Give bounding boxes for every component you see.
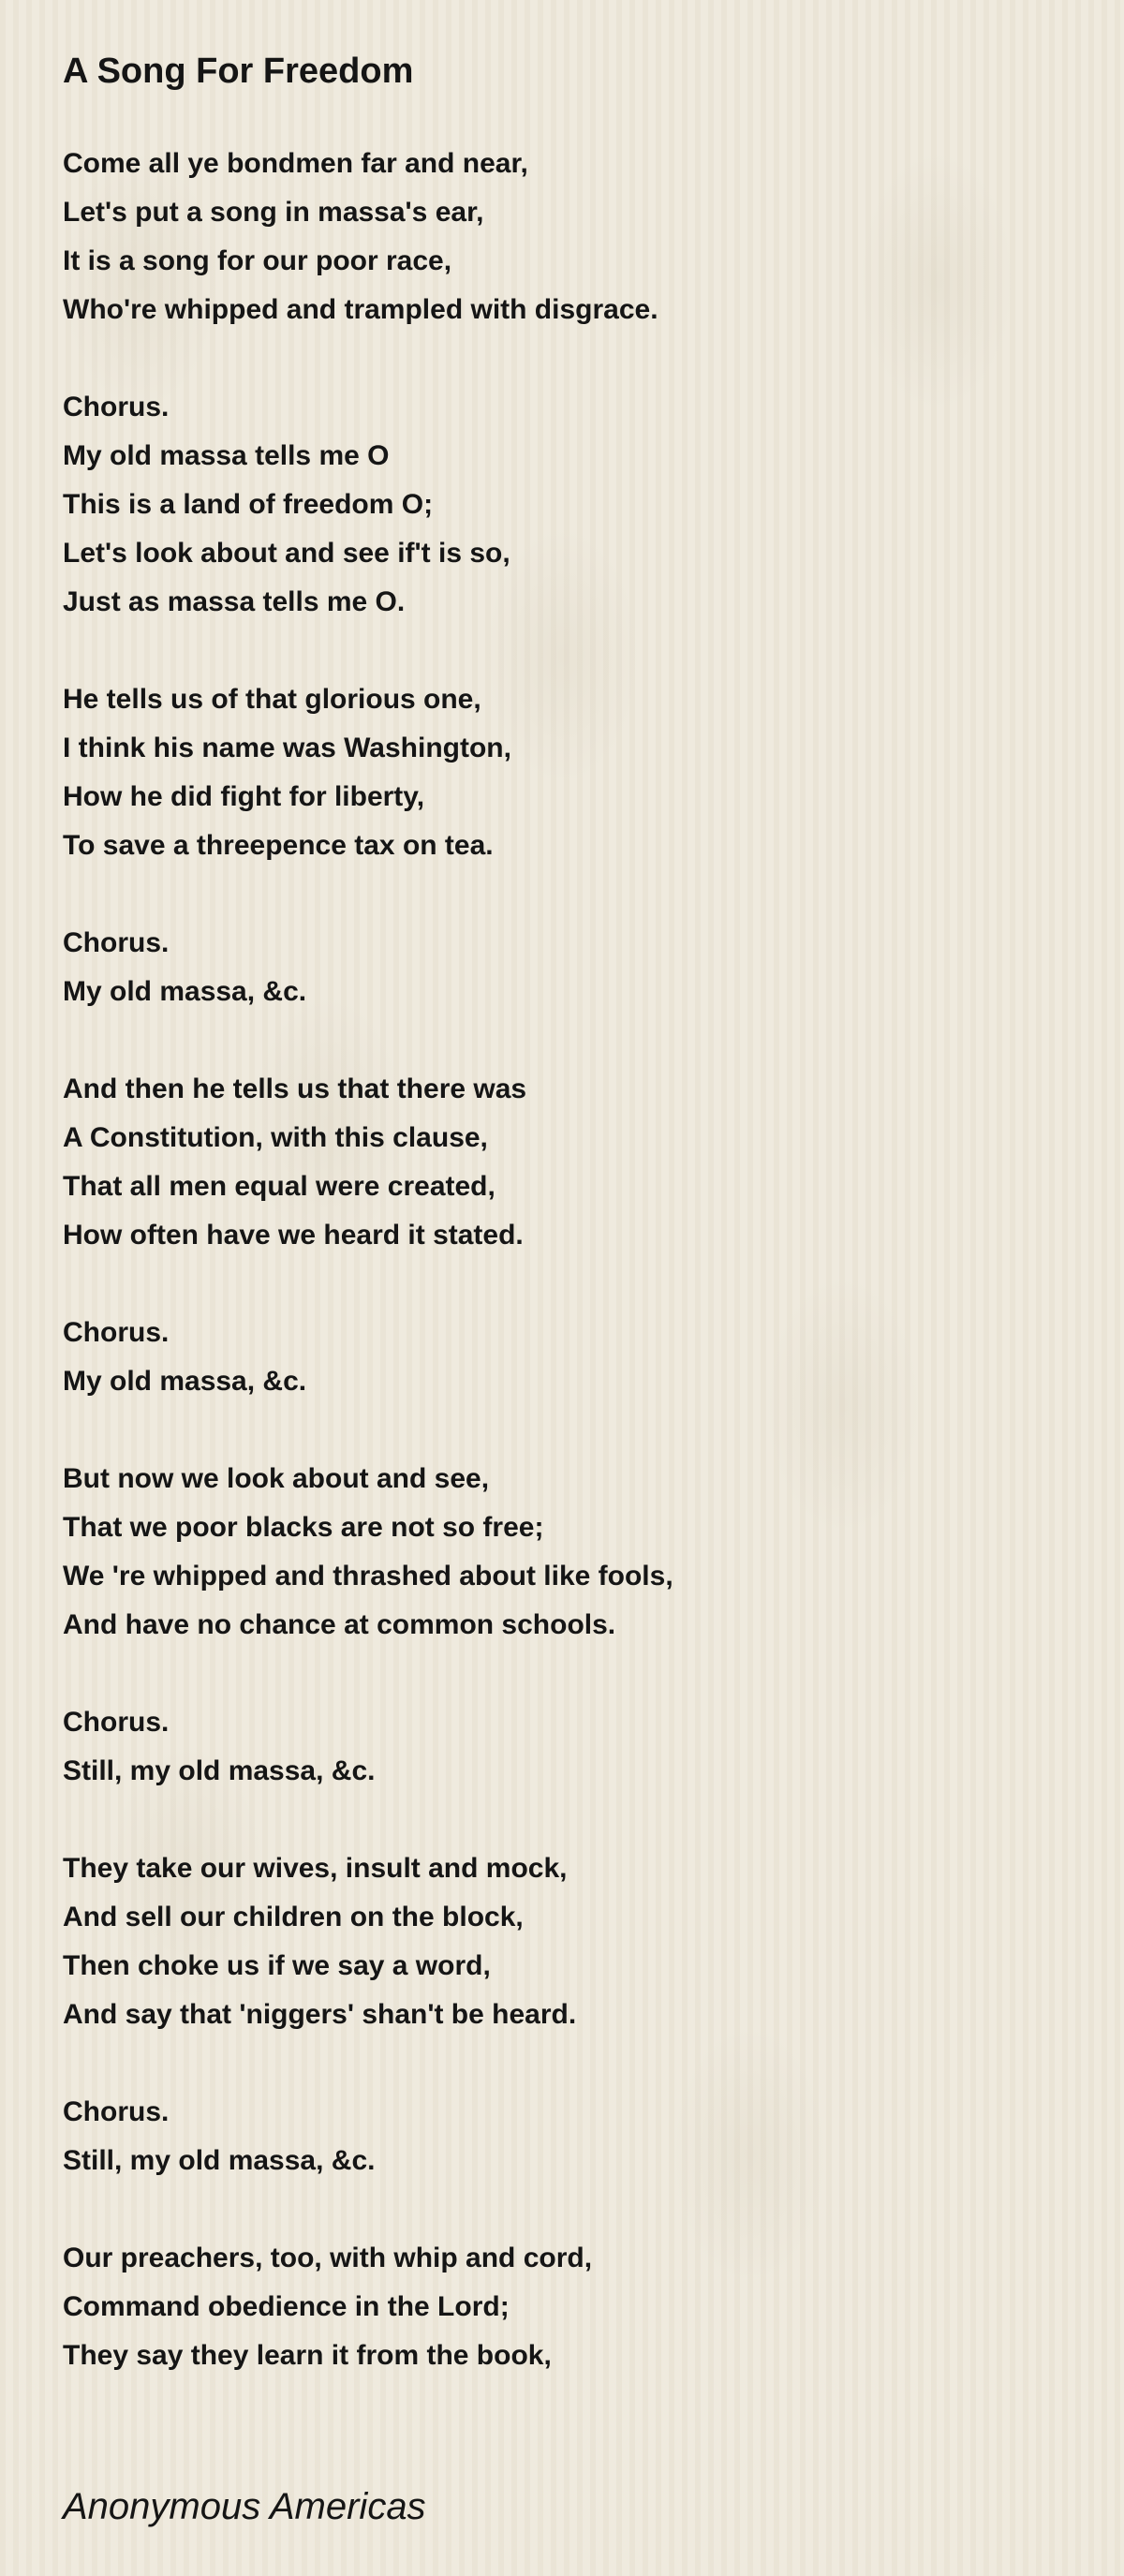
poem-line: My old massa, &c. — [63, 1366, 307, 1397]
poem-line: Chorus. — [63, 1317, 170, 1348]
poem-line: They take our wives, insult and mock, — [63, 1853, 568, 1884]
poem-line: This is a land of freedom O; — [63, 489, 434, 520]
poem-author: Anonymous Americas — [63, 2486, 426, 2527]
poem-line: And then he tells us that there was — [63, 1073, 527, 1104]
poem-line: That all men equal were created, — [63, 1171, 495, 1202]
poem-line: Then choke us if we say a word, — [63, 1950, 491, 1981]
poem-line: Who're whipped and trampled with disgrace. — [63, 294, 658, 325]
poem-line: How he did fight for liberty, — [63, 781, 425, 812]
poem-line: We 're whipped and thrashed about like fools, — [63, 1561, 673, 1591]
poem-line: Just as massa tells me O. — [63, 586, 406, 617]
poem-line: Chorus. — [63, 1707, 170, 1738]
stanza-break — [63, 1406, 1074, 1455]
stanza-break — [63, 1796, 1074, 1844]
stanza-break — [63, 2185, 1074, 2234]
poem-body — [63, 140, 1074, 2380]
stanza-break — [63, 870, 1074, 919]
poem-line: Chorus. — [63, 392, 170, 422]
poem-line: Let's look about and see if't is so, — [63, 538, 510, 569]
poem-line: My old massa tells me O — [63, 440, 390, 471]
stanza-break — [63, 1650, 1074, 1698]
poem-line: But now we look about and see, — [63, 1463, 490, 1494]
poem-line: And say that 'niggers' shan't be heard. — [63, 1999, 577, 2030]
poem-line: And have no chance at common schools. — [63, 1609, 616, 1640]
poem-line: How often have we heard it stated. — [63, 1220, 524, 1251]
stanza-break — [63, 1016, 1074, 1065]
poem-title: A Song For Freedom — [63, 52, 414, 91]
poem-line: And sell our children on the block, — [63, 1902, 524, 1932]
poem-line: It is a song for our poor race, — [63, 245, 452, 276]
stanza-break — [63, 334, 1074, 383]
poem-line: A Constitution, with this clause, — [63, 1122, 488, 1153]
poem-line: To save a threepence tax on tea. — [63, 830, 494, 861]
poem-line: That we poor blacks are not so free; — [63, 1512, 544, 1543]
poem-line: Command obedience in the Lord; — [63, 2291, 510, 2322]
poem-line: They say they learn it from the book, — [63, 2340, 552, 2371]
poem-line: I think his name was Washington, — [63, 733, 511, 763]
poem-line: Chorus. — [63, 2096, 170, 2127]
poem-line: My old massa, &c. — [63, 976, 307, 1007]
stanza-break — [63, 1260, 1074, 1309]
poem-line: Chorus. — [63, 927, 170, 958]
poem-line: Still, my old massa, &c. — [63, 1755, 376, 1786]
poem-line: He tells us of that glorious one, — [63, 684, 481, 715]
poem-line: Still, my old massa, &c. — [63, 2145, 376, 2176]
stanza-break — [63, 2039, 1074, 2088]
stanza-break — [63, 627, 1074, 675]
poem-line: Let's put a song in massa's ear, — [63, 197, 484, 228]
poem-line: Come all ye bondmen far and near, — [63, 148, 528, 179]
poem-line: Our preachers, too, with whip and cord, — [63, 2243, 593, 2273]
